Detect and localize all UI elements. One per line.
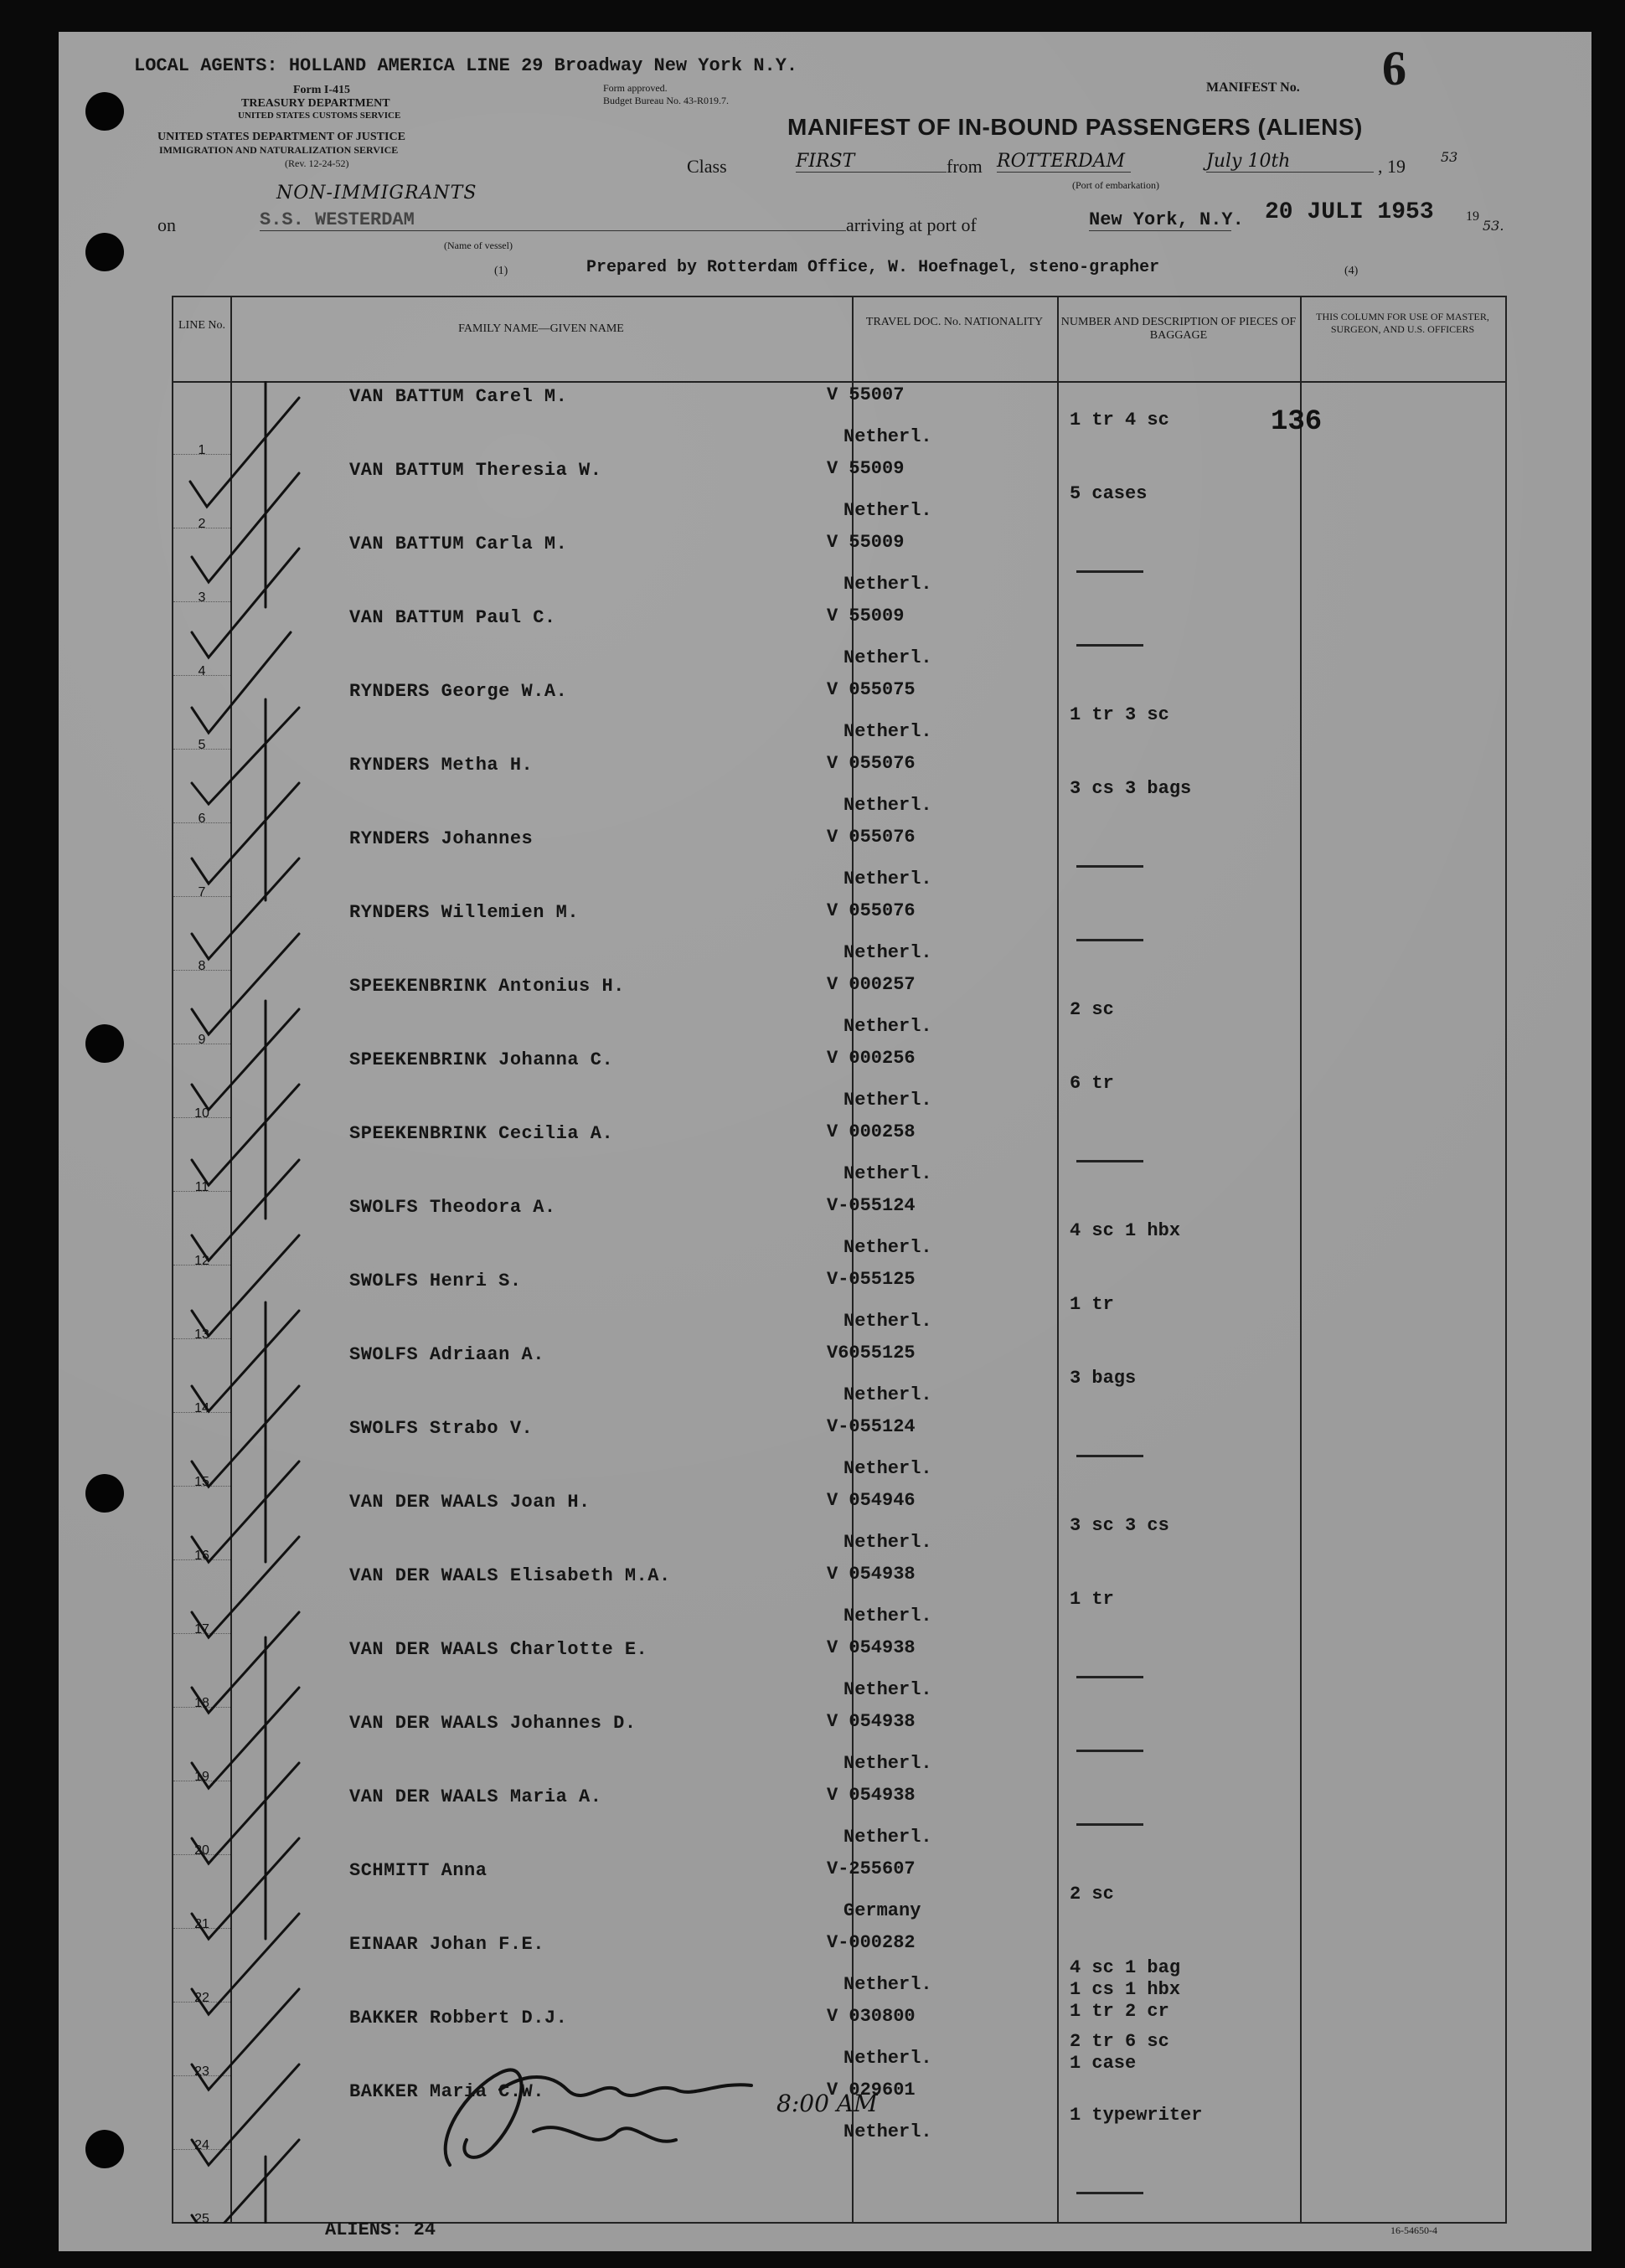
nationality: Netherl.: [843, 426, 932, 447]
arrival-year: 53.: [1483, 218, 1504, 234]
line-number: 10: [194, 1106, 209, 1121]
travel-doc-number: V6055125: [827, 1343, 916, 1363]
line-number: 18: [194, 1696, 209, 1710]
line-number: 15: [194, 1475, 209, 1489]
travel-doc-number: V-000282: [827, 1932, 916, 1953]
travel-doc-number: V 054938: [827, 1637, 916, 1658]
baggage-description: 3 bags: [1070, 1368, 1137, 1389]
line-number: 7: [198, 885, 206, 899]
passenger-name: SWOLFS Theodora A.: [349, 1197, 556, 1218]
travel-doc-number: V-055124: [827, 1416, 916, 1437]
binder-hole: [85, 92, 124, 131]
baggage-description: [1070, 1666, 1143, 1678]
nationality: Netherl.: [843, 1163, 932, 1184]
handwritten-category: NON-IMMIGRANTS: [276, 183, 477, 204]
column-marker-1: (1): [494, 265, 508, 277]
line-number: 21: [194, 1917, 209, 1931]
nationality: Netherl.: [843, 2121, 932, 2142]
line-number: 2: [198, 517, 206, 531]
passenger-name: SPEEKENBRINK Antonius H.: [349, 976, 625, 997]
passenger-name: SWOLFS Adriaan A.: [349, 1344, 544, 1365]
inspector-signature: [400, 2039, 986, 2207]
line-number: 1: [198, 443, 206, 457]
customs-service: UNITED STATES CUSTOMS SERVICE: [238, 111, 401, 121]
nationality: Netherl.: [843, 1384, 932, 1405]
passenger-name: SWOLFS Strabo V.: [349, 1418, 534, 1439]
travel-doc-number: V 55009: [827, 532, 905, 553]
aliens-total: ALIENS: 24: [325, 2219, 436, 2240]
header-travel-doc: TRAVEL DOC. No. NATIONALITY: [865, 316, 1044, 328]
passenger-name: VAN BATTUM Carel M.: [349, 386, 568, 407]
line-number: 9: [198, 1033, 206, 1047]
justice-dept: UNITED STATES DEPARTMENT OF JUSTICE: [157, 131, 405, 143]
passenger-name: SCHMITT Anna: [349, 1860, 488, 1881]
vessel-name-label: (Name of vessel): [444, 240, 513, 251]
from-port: ROTTERDAM: [997, 151, 1131, 173]
baggage-description: [1070, 560, 1143, 573]
travel-doc-number: V 000258: [827, 1121, 916, 1142]
passenger-name: VAN BATTUM Paul C.: [349, 607, 556, 628]
ins-service: IMMIGRATION AND NATURALIZATION SERVICE: [159, 144, 399, 156]
binder-hole: [85, 233, 124, 271]
line-number: 19: [194, 1770, 209, 1784]
embark-year: 53: [1441, 149, 1458, 165]
class-label: Class: [687, 156, 727, 177]
header-line-no: LINE No.: [178, 319, 225, 332]
passenger-name: BAKKER Maria C.W.: [349, 2081, 544, 2102]
travel-doc-number: V 055076: [827, 827, 916, 848]
line-number: 4: [198, 664, 206, 678]
baggage-description: [1070, 1445, 1143, 1457]
baggage-description: [1070, 929, 1143, 941]
line-number: 23: [194, 2064, 209, 2079]
column-marker-4: (4): [1344, 265, 1359, 277]
binder-hole: [85, 1474, 124, 1513]
binder-hole: [85, 2130, 124, 2168]
passenger-name: SWOLFS Henri S.: [349, 1271, 522, 1291]
revision-date: (Rev. 12-24-52): [285, 157, 349, 169]
travel-doc-number: V 054946: [827, 1490, 916, 1511]
passenger-name: EINAAR Johan F.E.: [349, 1934, 544, 1955]
passenger-name: RYNDERS Metha H.: [349, 755, 534, 776]
baggage-description: [1070, 634, 1143, 647]
travel-doc-number: V 55007: [827, 384, 905, 405]
nationality: Netherl.: [843, 795, 932, 816]
nationality: Netherl.: [843, 1753, 932, 1774]
line-number: 25: [194, 2212, 209, 2226]
baggage-description: [1070, 855, 1143, 868]
arrival-date-stamp: 20 JULI 1953: [1265, 199, 1434, 225]
line-number: 13: [194, 1327, 209, 1342]
line-number: 12: [194, 1254, 209, 1268]
on-label: on: [157, 214, 176, 235]
passenger-name: SPEEKENBRINK Johanna C.: [349, 1049, 614, 1070]
passenger-name: VAN DER WAALS Johannes D.: [349, 1713, 637, 1734]
vessel-name: S.S. WESTERDAM: [260, 209, 846, 231]
travel-doc-number: V 029601: [827, 2080, 916, 2100]
passenger-name: VAN DER WAALS Maria A.: [349, 1786, 602, 1807]
arriving-label: arriving at port of: [846, 214, 977, 235]
baggage-description: 4 sc 1 hbx: [1070, 1220, 1181, 1241]
travel-doc-number: V 000256: [827, 1048, 916, 1069]
travel-doc-number: V-055125: [827, 1269, 916, 1290]
travel-doc-number: V 000257: [827, 974, 916, 995]
port-of-embarkation-label: (Port of embarkation): [1072, 179, 1159, 191]
nationality: Netherl.: [843, 869, 932, 889]
year-prefix: , 19: [1378, 156, 1406, 177]
nationality: Netherl.: [843, 1679, 932, 1700]
manifest-number: 6: [1382, 41, 1406, 95]
travel-doc-number: V 055075: [827, 679, 916, 700]
arrival-year-prefix: 19: [1466, 209, 1479, 224]
baggage-description: 1 tr: [1070, 1589, 1114, 1610]
line-number: 3: [198, 590, 206, 605]
baggage-description: 1 tr 4 sc: [1070, 410, 1169, 430]
travel-doc-number: V 030800: [827, 2006, 916, 2027]
line-number: 14: [194, 1401, 209, 1415]
travel-doc-number: V 55009: [827, 606, 905, 626]
nationality: Netherl.: [843, 1827, 932, 1848]
passenger-name: VAN DER WAALS Joan H.: [349, 1492, 591, 1513]
baggage-description: 1 tr 3 sc: [1070, 704, 1169, 725]
passenger-name: VAN DER WAALS Elisabeth M.A.: [349, 1565, 671, 1586]
nationality: Netherl.: [843, 1237, 932, 1258]
passenger-name: BAKKER Robbert D.J.: [349, 2008, 568, 2028]
baggage-description: 2 sc: [1070, 1884, 1114, 1905]
nationality: Netherl.: [843, 1974, 932, 1995]
line-number: 17: [194, 1622, 209, 1637]
header-name: FAMILY NAME—GIVEN NAME: [458, 322, 624, 335]
travel-doc-number: V 054938: [827, 1785, 916, 1806]
travel-doc-number: V 054938: [827, 1564, 916, 1585]
passenger-table: [172, 296, 1507, 2224]
line-number: 11: [194, 1180, 209, 1194]
header-baggage: NUMBER AND DESCRIPTION OF PIECES OF BAGGAGE: [1060, 316, 1297, 342]
baggage-description: 5 cases: [1070, 483, 1148, 504]
baggage-description: 1 tr: [1070, 1294, 1114, 1315]
form-number: Form I-415: [293, 84, 351, 96]
from-label: from: [947, 156, 983, 177]
line-number: 24: [194, 2138, 209, 2152]
line-number: 16: [194, 1549, 209, 1563]
passenger-name: VAN BATTUM Theresia W.: [349, 460, 602, 481]
passenger-name: RYNDERS George W.A.: [349, 681, 568, 702]
binder-hole: [85, 1024, 124, 1063]
nationality: Netherl.: [843, 1090, 932, 1111]
form-approved: Form approved.: [603, 82, 668, 94]
nationality: Netherl.: [843, 647, 932, 668]
budget-bureau: Budget Bureau No. 43-R019.7.: [603, 95, 729, 106]
travel-doc-number: V-055124: [827, 1195, 916, 1216]
travel-doc-number: V 055076: [827, 900, 916, 921]
baggage-description: [1070, 1150, 1143, 1162]
travel-doc-number: V 054938: [827, 1711, 916, 1732]
print-code: 16-54650-4: [1390, 2224, 1437, 2236]
nationality: Netherl.: [843, 1311, 932, 1332]
line-number: 8: [198, 959, 206, 973]
line-number: 22: [194, 1991, 209, 2005]
passenger-name: RYNDERS Johannes: [349, 828, 534, 849]
line-number: 20: [194, 1843, 209, 1858]
baggage-description: 4 sc 1 bag 1 cs 1 hbx 1 tr 2 cr: [1070, 1957, 1181, 2022]
line-number: 6: [198, 812, 206, 826]
class-value: FIRST: [796, 151, 947, 173]
baggage-description: 2 sc: [1070, 999, 1114, 1020]
embark-date: July 10th: [1206, 151, 1374, 173]
signature-time: 8:00 AM: [776, 2090, 878, 2117]
baggage-description: [1070, 1813, 1143, 1826]
travel-doc-number: V-255607: [827, 1858, 916, 1879]
baggage-description: 3 cs 3 bags: [1070, 778, 1192, 799]
passenger-name: SPEEKENBRINK Cecilia A.: [349, 1123, 614, 1144]
treasury-dept: TREASURY DEPARTMENT: [241, 97, 390, 110]
baggage-description: 3 sc 3 cs: [1070, 1515, 1169, 1536]
passenger-name: VAN BATTUM Carla M.: [349, 533, 568, 554]
manifest-page: [59, 32, 1591, 2251]
nationality: Netherl.: [843, 721, 932, 742]
nationality: Netherl.: [843, 1016, 932, 1037]
nationality: Netherl.: [843, 1606, 932, 1626]
local-agents-line: LOCAL AGENTS: HOLLAND AMERICA LINE 29 Broadway New York N.Y.: [134, 55, 798, 76]
arrival-port: New York, N.Y.: [1089, 209, 1244, 230]
prepared-by: Prepared by Rotterdam Office, W. Hoefnagel, steno-grapher: [586, 258, 1160, 277]
passenger-name: VAN DER WAALS Charlotte E.: [349, 1639, 648, 1660]
passenger-name: RYNDERS Willemien M.: [349, 902, 580, 923]
nationality: Netherl.: [843, 1458, 932, 1479]
nationality: Netherl.: [843, 500, 932, 521]
nationality: Germany: [843, 1900, 921, 1921]
baggage-description: 1 typewriter: [1070, 2105, 1203, 2126]
nationality: Netherl.: [843, 2048, 932, 2069]
baggage-description: [1070, 2182, 1143, 2194]
inspection-check-marks: [173, 381, 525, 2224]
manifest-no-label: MANIFEST No.: [1206, 80, 1300, 95]
baggage-description: 2 tr 6 sc 1 case: [1070, 2031, 1169, 2074]
baggage-description: 6 tr: [1070, 1073, 1114, 1094]
header-officers: THIS COLUMN FOR USE OF MASTER, SURGEON, AND U.S. OFFICERS: [1316, 311, 1489, 335]
nationality: Netherl.: [843, 574, 932, 595]
travel-doc-number: V 55009: [827, 458, 905, 479]
baggage-description: [1070, 1740, 1143, 1752]
line-number: 5: [198, 738, 206, 752]
travel-doc-number: V 055076: [827, 753, 916, 774]
officer-notation: 136: [1271, 406, 1323, 438]
nationality: Netherl.: [843, 942, 932, 963]
nationality: Netherl.: [843, 1532, 932, 1553]
manifest-title: MANIFEST OF IN-BOUND PASSENGERS (ALIENS): [787, 114, 1363, 140]
